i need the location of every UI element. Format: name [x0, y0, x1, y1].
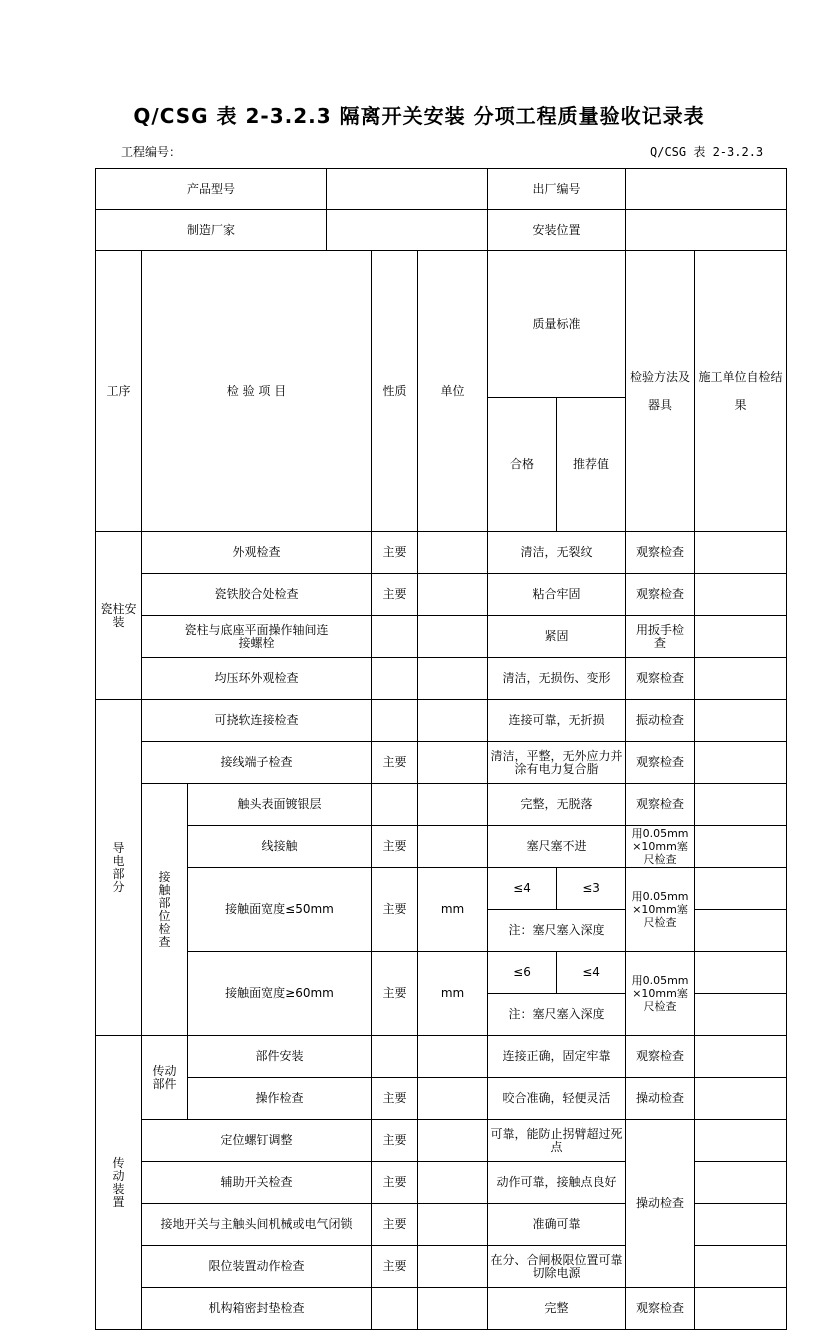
standard-cell: 动作可靠，接触点良好 — [488, 1162, 626, 1204]
standard-cell: 咬合准确，轻便灵活 — [488, 1078, 626, 1120]
header-recommended: 推荐值 — [557, 398, 626, 532]
standard-cell: 准确可靠 — [488, 1204, 626, 1246]
table-row — [96, 952, 787, 994]
nature-cell — [372, 1036, 418, 1078]
unit-cell — [418, 1288, 488, 1330]
project-no-label: 工程编号： — [121, 145, 182, 159]
item-cell: 辅助开关检查 — [142, 1162, 372, 1204]
nature-cell — [372, 700, 418, 742]
standard-cell: 紧固 — [488, 616, 626, 658]
table-row — [96, 1078, 787, 1120]
constructor-result-cell — [695, 574, 787, 616]
standard-cell: 清洁，平整，无外应力并涂有电力复合脂 — [488, 742, 626, 784]
nature-cell: 主要 — [372, 532, 418, 574]
standard-cell: 可靠，能防止拐臂超过死点 — [488, 1120, 626, 1162]
method-cell: 观察检查 — [626, 784, 695, 826]
section-conductive: 导电部分 — [96, 700, 142, 1036]
constructor-result-cell — [695, 952, 787, 994]
item-cell: 操作检查 — [188, 1078, 372, 1120]
constructor-result-cell — [695, 1246, 787, 1288]
method-cell: 观察检查 — [626, 742, 695, 784]
serial-label: 出厂编号 — [488, 169, 626, 210]
nature-cell: 主要 — [372, 574, 418, 616]
nature-cell: 主要 — [372, 742, 418, 784]
item-cell: 外观检查 — [142, 532, 372, 574]
constructor-result-cell — [695, 532, 787, 574]
method-cell: 振动检查 — [626, 700, 695, 742]
item-cell: 部件安装 — [188, 1036, 372, 1078]
item-cell: 接触面宽度≤50mm — [188, 868, 372, 952]
unit-cell — [418, 574, 488, 616]
unit-cell: mm — [418, 952, 488, 1036]
unit-cell — [418, 826, 488, 868]
nature-cell: 主要 — [372, 1204, 418, 1246]
standard-cell: 连接可靠，无折损 — [488, 700, 626, 742]
unit-cell — [418, 616, 488, 658]
standard-cell: 清洁，无裂纹 — [488, 532, 626, 574]
constructor-result-cell — [695, 1162, 787, 1204]
item-cell: 瓷铁胶合处检查 — [142, 574, 372, 616]
header-pass: 合格 — [488, 398, 557, 532]
constructor-result-cell — [695, 994, 787, 1036]
constructor-result-cell — [695, 1288, 787, 1330]
header-method: 检验方法及器具 — [626, 251, 695, 532]
method-cell: 观察检查 — [626, 574, 695, 616]
unit-cell: mm — [418, 868, 488, 952]
page-title: Q/CSG 表 2-3.2.3 隔离开关安装 分项工程质量验收记录表 — [133, 104, 705, 128]
constructor-result-cell — [695, 700, 787, 742]
item-cell: 限位装置动作检查 — [142, 1246, 372, 1288]
constructor-result-cell — [695, 658, 787, 700]
constructor-result-cell — [695, 910, 787, 952]
method-cell: 用0.05mm×10mm塞尺检查 — [626, 952, 695, 1036]
header-row — [96, 251, 787, 398]
unit-cell — [418, 1078, 488, 1120]
item-cell: 触头表面镀银层 — [188, 784, 372, 826]
table-row — [96, 868, 787, 910]
standard-cell: 在分、合闸极限位置可靠切除电源 — [488, 1246, 626, 1288]
standard-cell: 连接正确，固定牢靠 — [488, 1036, 626, 1078]
model-label: 产品型号 — [96, 169, 327, 210]
table-row — [96, 784, 787, 826]
header-process: 工序 — [96, 251, 142, 532]
unit-cell — [418, 1162, 488, 1204]
nature-cell — [372, 616, 418, 658]
method-cell: 观察检查 — [626, 658, 695, 700]
table-row — [96, 1288, 787, 1330]
recommended-cell: ≤4 — [557, 952, 626, 994]
table-row — [96, 574, 787, 616]
header-item: 检 验 项 目 — [142, 251, 372, 532]
section-transmission: 传动装置 — [96, 1036, 142, 1330]
item-cell: 线接触 — [188, 826, 372, 868]
unit-cell — [418, 532, 488, 574]
constructor-result-cell — [695, 1120, 787, 1162]
item-cell: 可挠软连接检查 — [142, 700, 372, 742]
constructor-result-cell — [695, 826, 787, 868]
note-cell: 注：塞尺塞入深度 — [488, 910, 626, 952]
table-row — [96, 616, 787, 658]
method-cell: 观察检查 — [626, 1288, 695, 1330]
maker-value — [327, 210, 488, 251]
constructor-result-cell — [695, 1036, 787, 1078]
unit-cell — [418, 742, 488, 784]
method-cell: 操动检查 — [626, 1078, 695, 1120]
table-row — [96, 532, 787, 574]
location-value — [626, 210, 787, 251]
unit-cell — [418, 784, 488, 826]
item-cell: 机构箱密封垫检查 — [142, 1288, 372, 1330]
table-row — [96, 1036, 787, 1078]
pass-cell: ≤6 — [488, 952, 557, 994]
location-label: 安装位置 — [488, 210, 626, 251]
table-row — [96, 700, 787, 742]
nature-cell: 主要 — [372, 1120, 418, 1162]
pass-cell: ≤4 — [488, 868, 557, 910]
note-cell: 注：塞尺塞入深度 — [488, 994, 626, 1036]
info-row — [96, 210, 787, 251]
constructor-result-cell — [695, 616, 787, 658]
nature-cell: 主要 — [372, 1246, 418, 1288]
constructor-result-cell — [695, 868, 787, 910]
recommended-cell: ≤3 — [557, 868, 626, 910]
nature-cell: 主要 — [372, 868, 418, 952]
nature-cell — [372, 1288, 418, 1330]
maker-label: 制造厂家 — [96, 210, 327, 251]
form-code: Q/CSG 表 2-3.2.3 — [650, 145, 764, 159]
item-cell: 接触面宽度≥60mm — [188, 952, 372, 1036]
constructor-result-cell — [695, 784, 787, 826]
item-cell: 均压环外观检查 — [142, 658, 372, 700]
standard-cell: 完整 — [488, 1288, 626, 1330]
method-cell: 观察检查 — [626, 1036, 695, 1078]
nature-cell: 主要 — [372, 826, 418, 868]
unit-cell — [418, 1120, 488, 1162]
method-cell: 用0.05mm×10mm塞尺检查 — [626, 868, 695, 952]
nature-cell: 主要 — [372, 1162, 418, 1204]
item-cell: 接线端子检查 — [142, 742, 372, 784]
constructor-result-cell — [695, 1204, 787, 1246]
method-cell: 用扳手检查 — [626, 616, 695, 658]
standard-cell: 粘合牢固 — [488, 574, 626, 616]
info-row — [96, 169, 787, 210]
item-cell: 瓷柱与底座平面操作轴间连接螺栓 — [142, 616, 372, 658]
unit-cell — [418, 1246, 488, 1288]
item-cell: 接地开关与主触头间机械或电气闭锁 — [142, 1204, 372, 1246]
constructor-result-cell — [695, 742, 787, 784]
unit-cell — [418, 1036, 488, 1078]
method-cell: 用0.05mm×10mm塞尺检查 — [626, 826, 695, 868]
serial-value — [626, 169, 787, 210]
header-nature: 性质 — [372, 251, 418, 532]
section-porcelain: 瓷柱安装 — [96, 532, 142, 700]
section-contact: 接触部位检查 — [142, 784, 188, 1036]
nature-cell: 主要 — [372, 1078, 418, 1120]
header-standard: 质量标准 — [488, 251, 626, 398]
standard-cell: 完整，无脱落 — [488, 784, 626, 826]
method-cell: 观察检查 — [626, 532, 695, 574]
nature-cell — [372, 658, 418, 700]
table-row — [96, 826, 787, 868]
header-unit: 单位 — [418, 251, 488, 532]
constructor-result-cell — [695, 1078, 787, 1120]
item-cell: 定位螺钉调整 — [142, 1120, 372, 1162]
inspection-table — [95, 168, 787, 1330]
unit-cell — [418, 1204, 488, 1246]
model-value — [327, 169, 488, 210]
nature-cell — [372, 784, 418, 826]
table-row — [96, 1120, 787, 1162]
section-drive-parts: 传动部件 — [142, 1036, 188, 1120]
standard-cell: 清洁，无损伤、变形 — [488, 658, 626, 700]
nature-cell: 主要 — [372, 952, 418, 1036]
unit-cell — [418, 700, 488, 742]
standard-cell: 塞尺塞不进 — [488, 826, 626, 868]
table-row — [96, 742, 787, 784]
header-constructor: 施工单位自检结果 — [695, 251, 787, 532]
method-cell: 操动检查 — [626, 1120, 695, 1288]
table-row — [96, 658, 787, 700]
unit-cell — [418, 658, 488, 700]
